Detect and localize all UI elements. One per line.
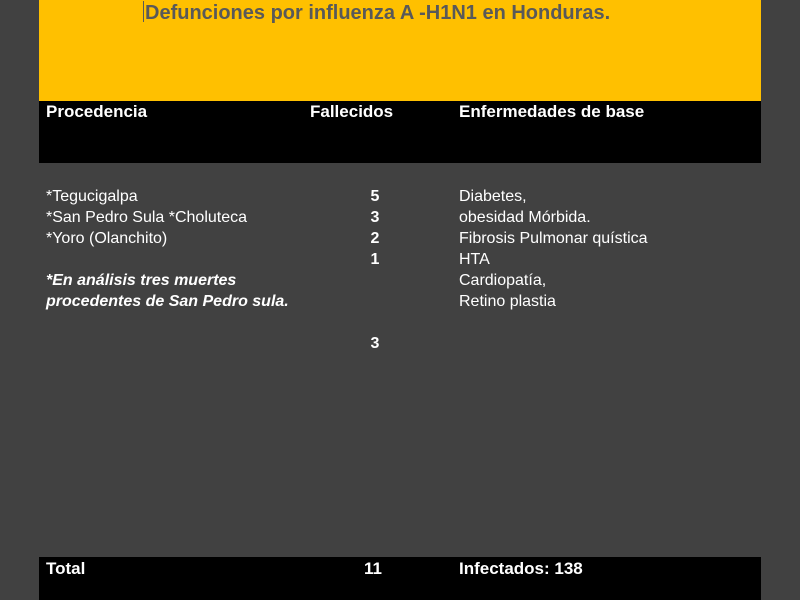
enfermedad-item: HTA xyxy=(459,251,490,268)
enfermedad-item: Retino plastia xyxy=(459,293,556,310)
enfermedad-item: Cardiopatía, xyxy=(459,272,547,289)
infectados-total: Infectados: 138 xyxy=(459,559,583,578)
enfermedad-item: Fibrosis Pulmonar quística xyxy=(459,230,648,247)
slide-title-text: Defunciones por influenza A -H1N1 en Honduras. xyxy=(145,2,611,24)
total-label: Total xyxy=(46,559,86,578)
fallecidos-value: 3 xyxy=(370,209,380,226)
enfermedad-item: obesidad Mórbida. xyxy=(459,209,591,226)
fallecidos-value: 5 xyxy=(370,188,380,205)
header-enfermedades: Enfermedades de base xyxy=(459,102,645,121)
slide-title[interactable] xyxy=(143,1,610,25)
fallecidos-analisis-value: 3 xyxy=(370,335,380,352)
fallecidos-value: 1 xyxy=(370,251,380,268)
analysis-note: *En análisis tres muertes procedentes de San Pedro sula. xyxy=(46,272,289,310)
fallecidos-value: 2 xyxy=(370,230,380,247)
table-header-band xyxy=(39,101,761,163)
procedencia-item: *Tegucigalpa xyxy=(46,188,138,205)
header-fallecidos: Fallecidos xyxy=(310,102,394,121)
procedencia-item: *Yoro (Olanchito) xyxy=(46,230,168,247)
header-procedencia: Procedencia xyxy=(46,102,148,121)
procedencia-list xyxy=(46,186,247,249)
text-cursor xyxy=(143,1,144,22)
procedencia-item: *San Pedro Sula *Choluteca xyxy=(46,209,248,226)
total-band xyxy=(39,557,761,600)
total-value: 11 xyxy=(364,559,382,578)
enfermedad-item: Diabetes, xyxy=(459,188,527,205)
enfermedades-list xyxy=(459,186,648,312)
